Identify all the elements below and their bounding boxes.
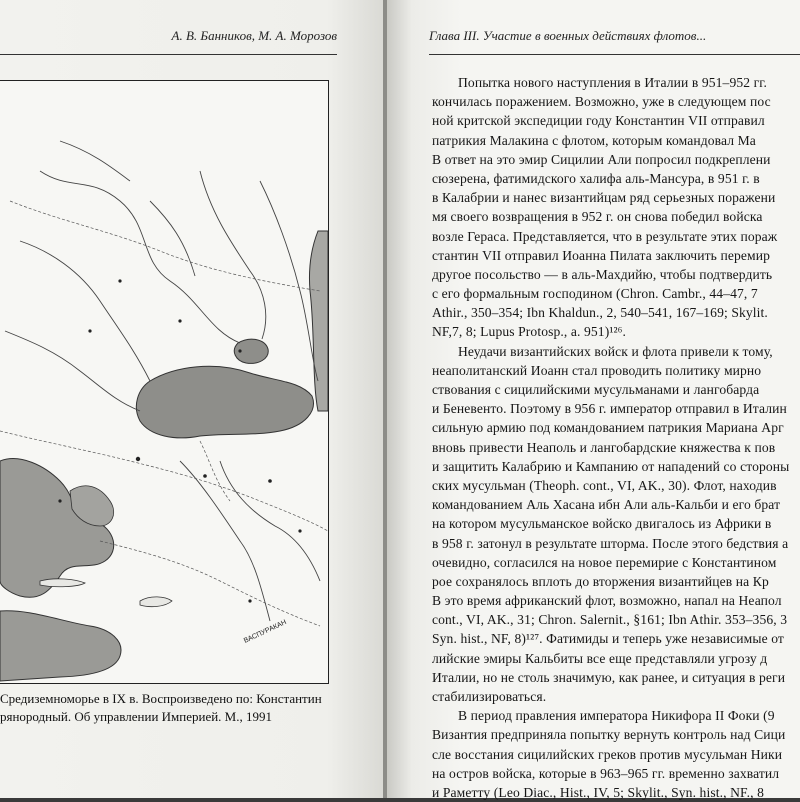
text-line: сле восстания сицилийских греков против мусульман Ники [432, 746, 783, 762]
historical-map [0, 80, 329, 684]
text-line: Syn. hist., NF, 8)¹²⁷. Фатимиды и теперь уже независимые от [432, 631, 784, 647]
right-header-rule [429, 54, 800, 55]
mediterranean-sea [0, 459, 114, 598]
text-line: неаполитанский Иоанн стал проводить политику мирно [432, 362, 762, 378]
text-line: NF,7, 8; Lupus Protosp., a. 951)¹²⁶. [432, 324, 627, 340]
crete-island [40, 579, 85, 587]
text-line: и защитить Калабрию и Кампанию от нападений со стороны [432, 458, 790, 474]
text-line: В ответ на это эмир Сицилии Али попросил подкреплени [432, 151, 771, 167]
text-line: очевидно, согласился на новое перемирие с Константином [432, 554, 777, 570]
text-line: командованием Аль Хасана ибн Али аль-Кальби и его брат [432, 497, 781, 513]
eastern-mediterranean [0, 611, 121, 681]
text-line: cont., VI, AK., 31; Chron. Salernit., §161; Ibn Athir. 353–356, 3 [432, 612, 788, 628]
text-line: патрикия Малакина с флотом, которым командовал Ма [432, 132, 756, 148]
text-line: Италии, но не столь значимую, как ранее, и ситуация в реги [432, 669, 786, 685]
text-line: вновь привести Неаполь и лангобардские княжества к пов [432, 439, 776, 455]
text-line: лийские эмиры Кальбиты все еще представляли угрозу д [432, 650, 768, 666]
map-caption [0, 690, 330, 726]
text-line: В период правления императора Никифора II Фоки (9 [458, 708, 775, 724]
text-line: рое сохранялось вплоть до вторжения византийцев на Кр [432, 573, 769, 589]
text-line: Византия предприняла попытку вернуть контроль над Сици [432, 727, 786, 743]
text-line: и Раметту (Leo Diac., Hist., IV, 5; Skylit., Syn. hist., NF., 8 [432, 784, 764, 800]
text-line: кончилась поражением. Возможно, уже в следующем пос [432, 94, 771, 110]
right-running-head: Глава III. Участие в военных действиях флотов... [429, 28, 707, 43]
text-line: ствования с сицилийскими мусульманами и лангобарда [432, 382, 760, 397]
text-line: стантин VII отправил Иоанна Пилата заключить перемир [432, 247, 770, 263]
text-line: ских мусульман (Theoph. cont., VI, AK., 30). Флот, находив [432, 477, 777, 493]
text-line: и Беневенто. Поэтому в 956 г. император отправил в Италин [432, 401, 787, 417]
text-line: Неудачи византийских войск и флота привели к тому, [458, 343, 773, 359]
text-line: сильную армию под командованием патрикия Мариана Арг [432, 420, 784, 436]
left-page [0, 0, 385, 798]
text-line: другое посольство — в аль-Махдийю, чтобы подтвердить [432, 266, 773, 282]
cyprus-island [140, 597, 172, 607]
text-line: на остров войска, которые в 963–965 гг. временно захватил [432, 765, 780, 781]
text-line: стабилизироваться. [432, 689, 547, 704]
text-line: возле Гераса. Представляется, что в результате этих пораж [432, 228, 778, 244]
text-line: В это время африканский флот, возможно, напал на Неапол [432, 593, 782, 609]
text-line: в 958 г. затонул в результате шторма. После этого бедствия а [432, 535, 789, 551]
map-illustration [0, 81, 328, 683]
map-region-label: ВАСПУРАКАН [242, 618, 288, 645]
caption-line: рянородный. Об управлении Империей. М., 1991 [0, 709, 272, 724]
black-sea [136, 366, 313, 438]
body-text [432, 73, 800, 802]
left-header-rule [0, 54, 337, 55]
left-running-head: А. В. Банников, М. А. Морозов [171, 28, 337, 43]
text-line: с его формальным господином (Chron. Cambr., 44–47, 7 [432, 286, 758, 302]
caption-line: Средиземноморье в IX в. Воспроизведено по: Константин [0, 691, 322, 706]
text-line: мя своего возвращения в 952 г. он снова победил войска [432, 209, 763, 225]
text-line: в Калабрии и нанес византийцам ряд серьезных поражени [432, 190, 776, 206]
text-line: сюзерена, фатимидского халифа аль-Мансура, в 951 г. в [432, 170, 760, 186]
caspian-sea [309, 231, 328, 411]
text-line: Попытка нового наступления в Италии в 951–952 гг. [458, 75, 767, 90]
text-line: ной критской экспедиции году Константин VII отправил [432, 113, 765, 129]
text-line: на котором мусульманское войско двигалось из Африки в [432, 516, 772, 532]
text-line: Athir., 350–354; Ibn Khaldun., 2, 540–541, 167–169; Skylit. [432, 305, 768, 321]
